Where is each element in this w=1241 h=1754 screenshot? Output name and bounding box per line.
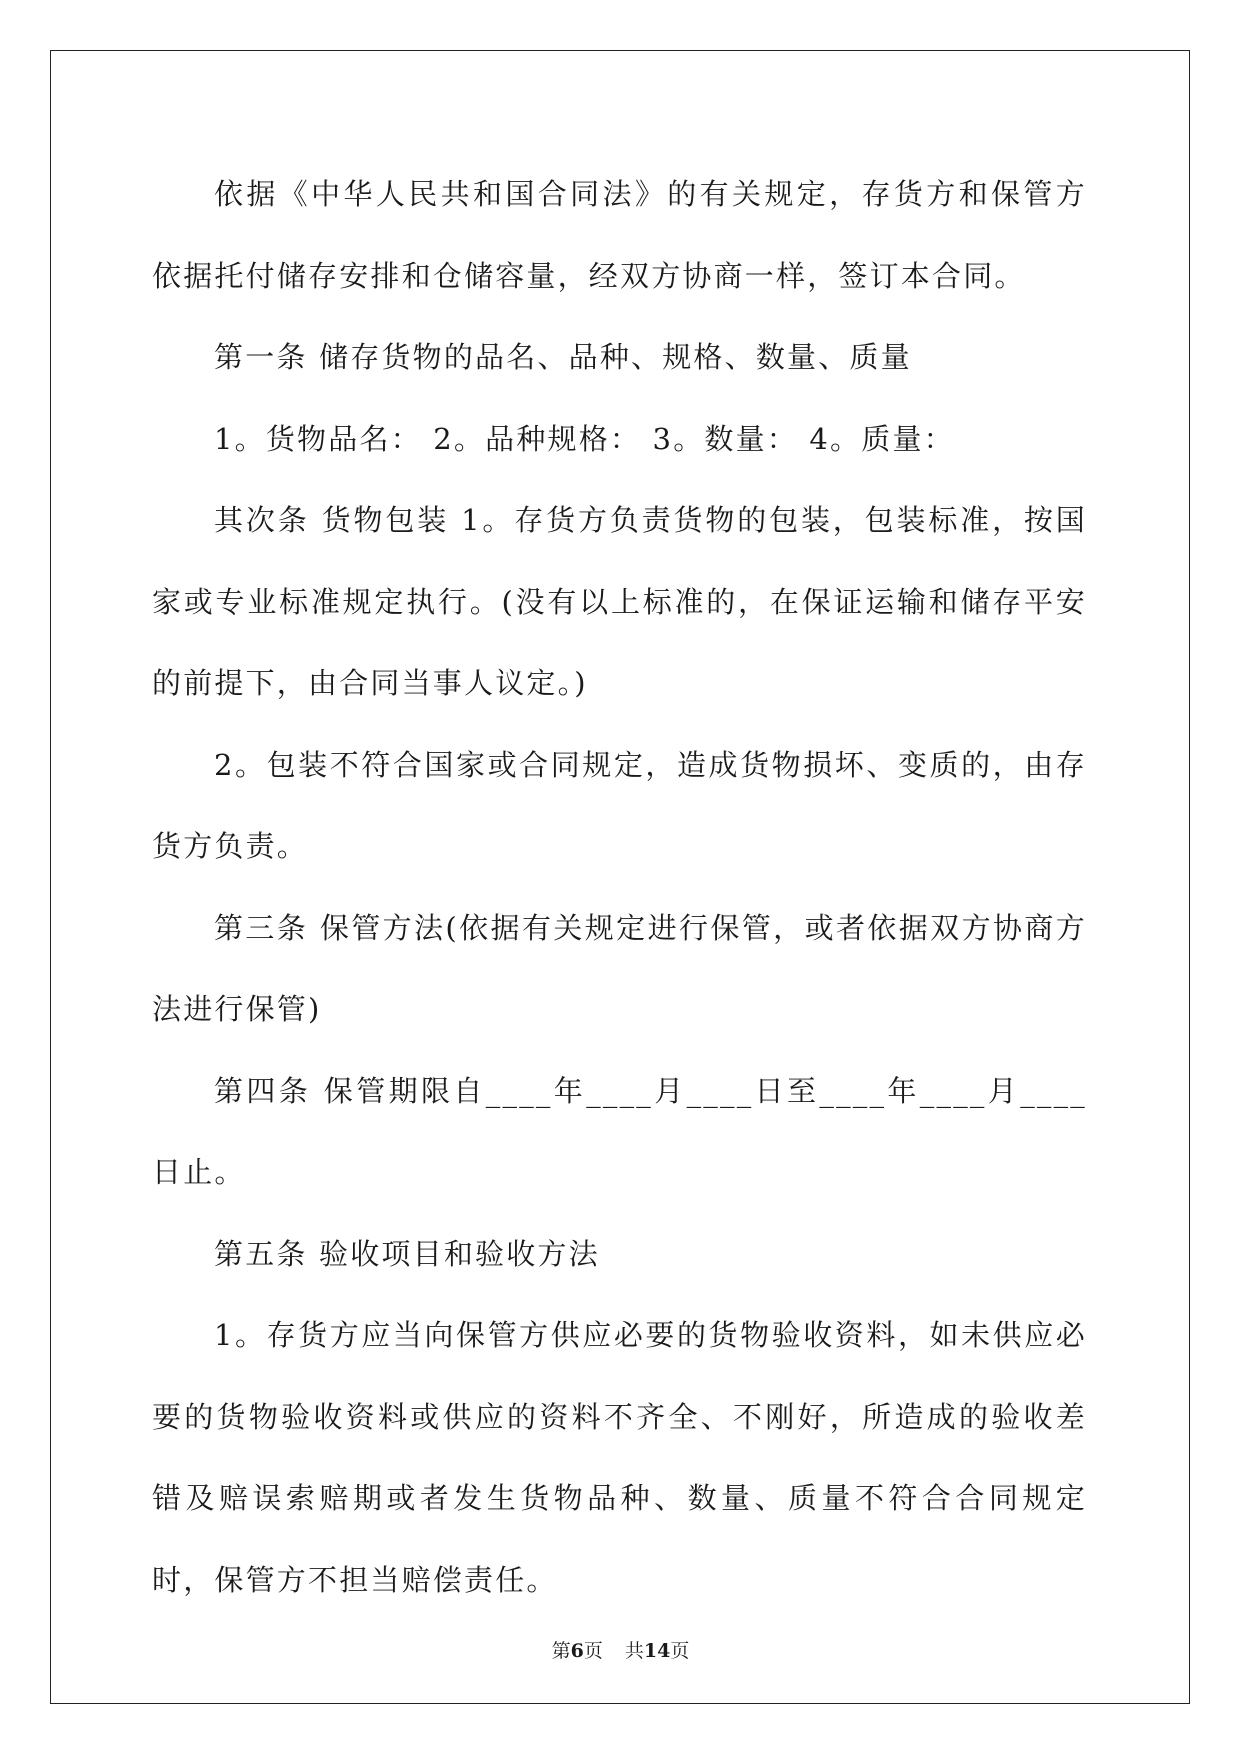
- paragraph-article-2: 其次条 货物包装 1。存货方负责货物的包装，包装标准，按国家或专业标准规定执行。(没有以上标准的，在保证运输和储存平安的前提下，由合同当事人议定。): [152, 503, 1087, 700]
- paragraph-article-1-items: 1。货物品名： 2。品种规格： 3。数量： 4。质量：: [214, 421, 955, 456]
- paragraph-article-4: 第四条 保管期限自____年____月____日至____年____月____日止。: [152, 1073, 1087, 1189]
- footer-page-suffix: 页: [583, 1640, 603, 1662]
- paragraph-intro: 依据《中华人民共和国合同法》的有关规定，存货方和保管方依据托付储存安排和仓储容量，经双方协商一样，签订本合同。: [152, 177, 1087, 293]
- document-body: [152, 154, 1087, 1621]
- footer-prefix: 第: [551, 1640, 571, 1662]
- paragraph-article-1: 第一条 储存货物的品名、品种、规格、数量、质量: [214, 340, 912, 374]
- paragraph-article-3: 第三条 保管方法(依据有关规定进行保管，或者依据双方协商方法进行保管): [152, 910, 1087, 1026]
- footer-total-suffix: 页: [670, 1640, 690, 1662]
- footer-total-pages: 14: [643, 1640, 671, 1662]
- page-footer: [0, 1636, 1241, 1663]
- footer-page-number: 6: [570, 1640, 584, 1662]
- paragraph-article-5: 第五条 验收项目和验收方法: [214, 1236, 600, 1271]
- footer-total-prefix: 共: [624, 1640, 644, 1662]
- paragraph-article-2-item-2: 2。包装不符合国家或合同规定，造成货物损坏、变质的，由存货方负责。: [152, 747, 1087, 863]
- paragraph-article-5-item-1: 1。存货方应当向保管方供应必要的货物验收资料，如未供应必要的货物验收资料或供应的资料不齐全、不刚好，所造成的验收差错及赔误索赔期或者发生货物品种、数量、质量不符合合同规定时，保管方不担当赔偿责任。: [152, 1318, 1087, 1597]
